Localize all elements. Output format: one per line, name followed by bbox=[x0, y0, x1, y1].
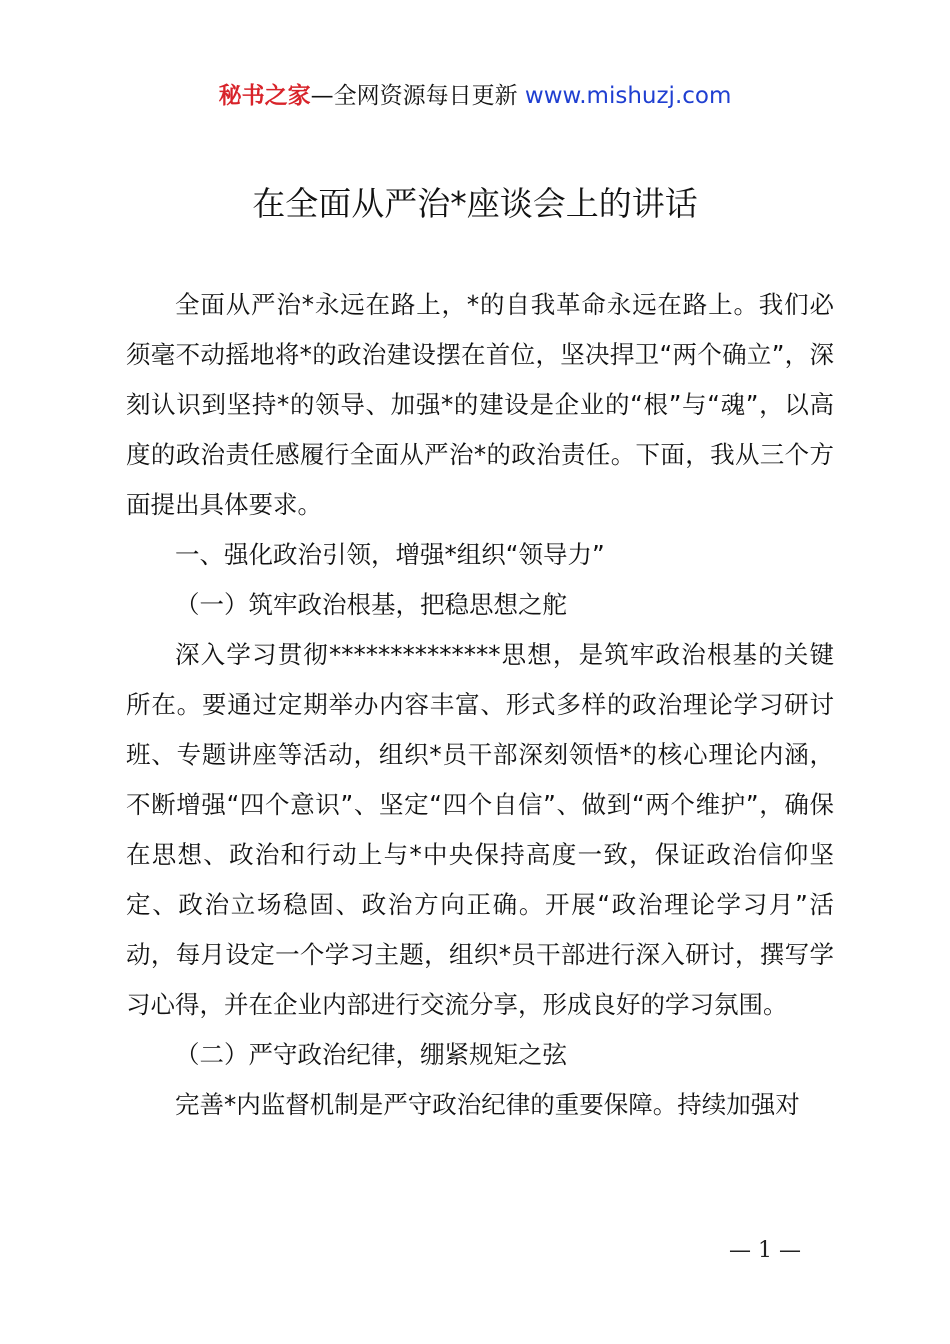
site-url-link[interactable]: www.mishuzj.com bbox=[524, 83, 732, 109]
subsection-heading-2: （二）严守政治纪律，绷紧规矩之弦 bbox=[175, 1040, 567, 1069]
subsection-heading-1: （一）筑牢政治根基，把稳思想之舵 bbox=[175, 590, 567, 619]
brand-name: 秘书之家 bbox=[218, 83, 311, 109]
document-title: 在全面从严治*座谈会上的讲话 bbox=[252, 184, 698, 223]
document-body bbox=[126, 280, 834, 1130]
header-tagline: —全网资源每日更新 bbox=[310, 83, 525, 109]
intro-paragraph: 全面从严治*永远在路上，*的自我革命永远在路上。我们必须毫不动摇地将*的政治建设摆在首位，坚决捍卫“两个确立”，深刻认识到坚持*的领导、加强*的建设是企业的“根”与“魂”，以高度的政治责任感履行全面从严治*的政治责任。下面，我从三个方面提出具体要求。 bbox=[126, 290, 834, 519]
body-paragraph-2: 完善*内监督机制是严守政治纪律的重要保障。持续加强对 bbox=[175, 1090, 800, 1119]
section-heading-1: 一、强化政治引领，增强*组织“领导力” bbox=[175, 540, 605, 569]
page-number: — 1 — bbox=[729, 1238, 801, 1263]
site-header bbox=[0, 80, 950, 112]
body-paragraph-1: 深入学习贯彻**************思想，是筑牢政治根基的关键所在。要通过定期举办内容丰富、形式多样的政治理论学习研讨班、专题讲座等活动，组织*员干部深刻领悟*的核心理论内涵，不断增强“四个意识”、坚定“四个自信”、做到“两个维护”，确保在思想、政治和行动上与*中央保持高度一致，保证政治信仰坚定、政治立场稳固、政治方向正确。开展“政治理论学习月”活动，每月设定一个学习主题，组织*员干部进行深入研讨，撰写学习心得，并在企业内部进行交流分享，形成良好的学习氛围。 bbox=[126, 640, 834, 1019]
